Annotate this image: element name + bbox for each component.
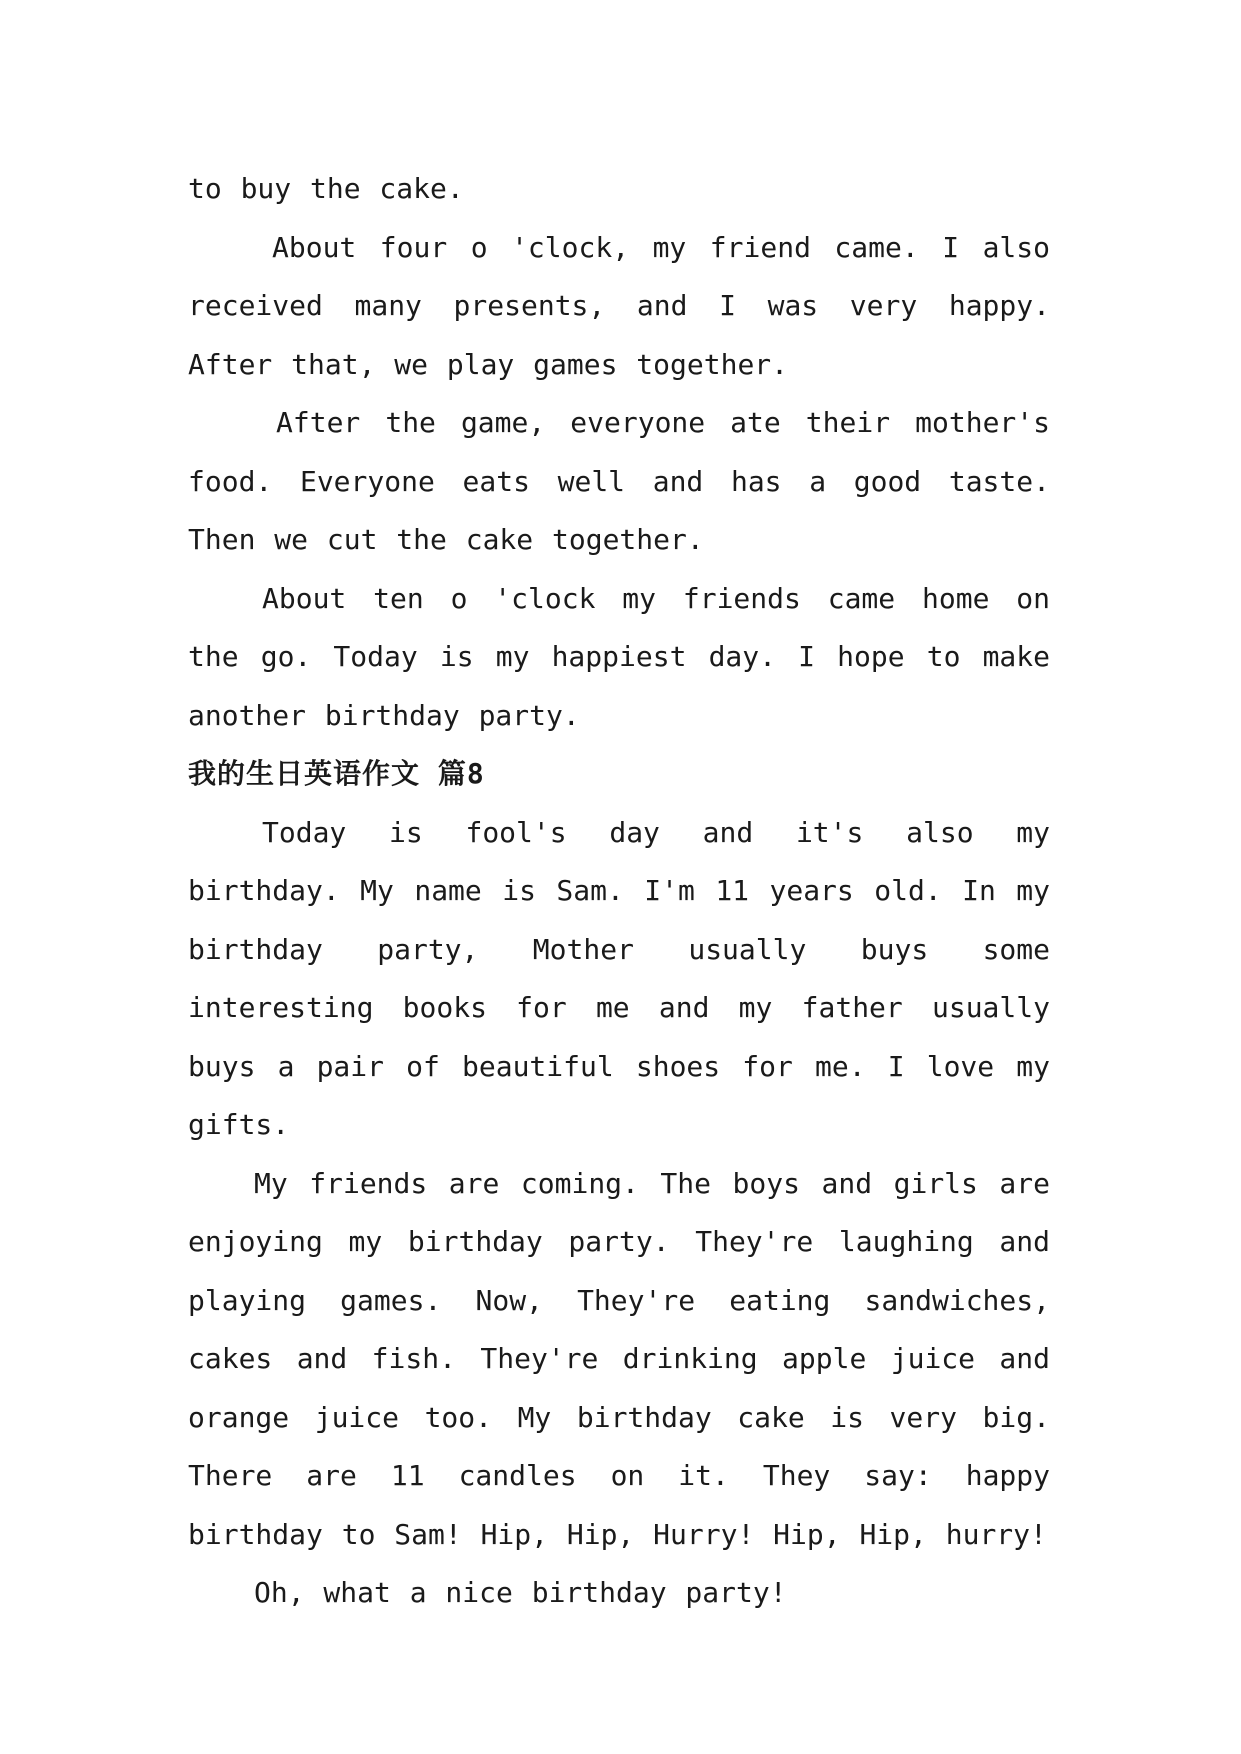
paragraph-fools-day: Today is fool's day and it's also my birthday. My name is Sam. I'm 11 years old. In my birthday party, Mother usually buys some interesting books for me and my father usually buys a pair of beautiful shoes for me. I love my gifts. bbox=[188, 815, 1050, 1141]
paragraph-after-game: After the game, everyone ate their mother's food. Everyone eats well and has a good taste. Then we cut the cake together. bbox=[188, 406, 1050, 556]
paragraph-ten-oclock: About ten o 'clock my friends came home on the go. Today is my happiest day. I hope to make another birthday party. bbox=[188, 581, 1050, 732]
document-page bbox=[188, 160, 1050, 1623]
section-heading: 我的生日英语作文 篇8 bbox=[188, 757, 485, 790]
paragraph-four-oclock: About four o 'clock, my friend came. I also received many presents, and I was very happy. After that, we play games together. bbox=[188, 230, 1050, 381]
paragraph-continuation: to buy the cake. bbox=[188, 172, 464, 205]
paragraph-nice-party: Oh, what a nice birthday party! bbox=[254, 1576, 787, 1609]
paragraph-friends-coming: My friends are coming. The boys and girls are enjoying my birthday party. They're laughing and playing games. Now, They're eating sandwiches, cakes and fish. They're drinking apple juice and orange juice too. My birthday cake is very big. There are 11 candles on it. They say: happy birthday to Sam! Hip, Hip, Hurry! Hip, Hip, hurry! bbox=[188, 1166, 1050, 1551]
